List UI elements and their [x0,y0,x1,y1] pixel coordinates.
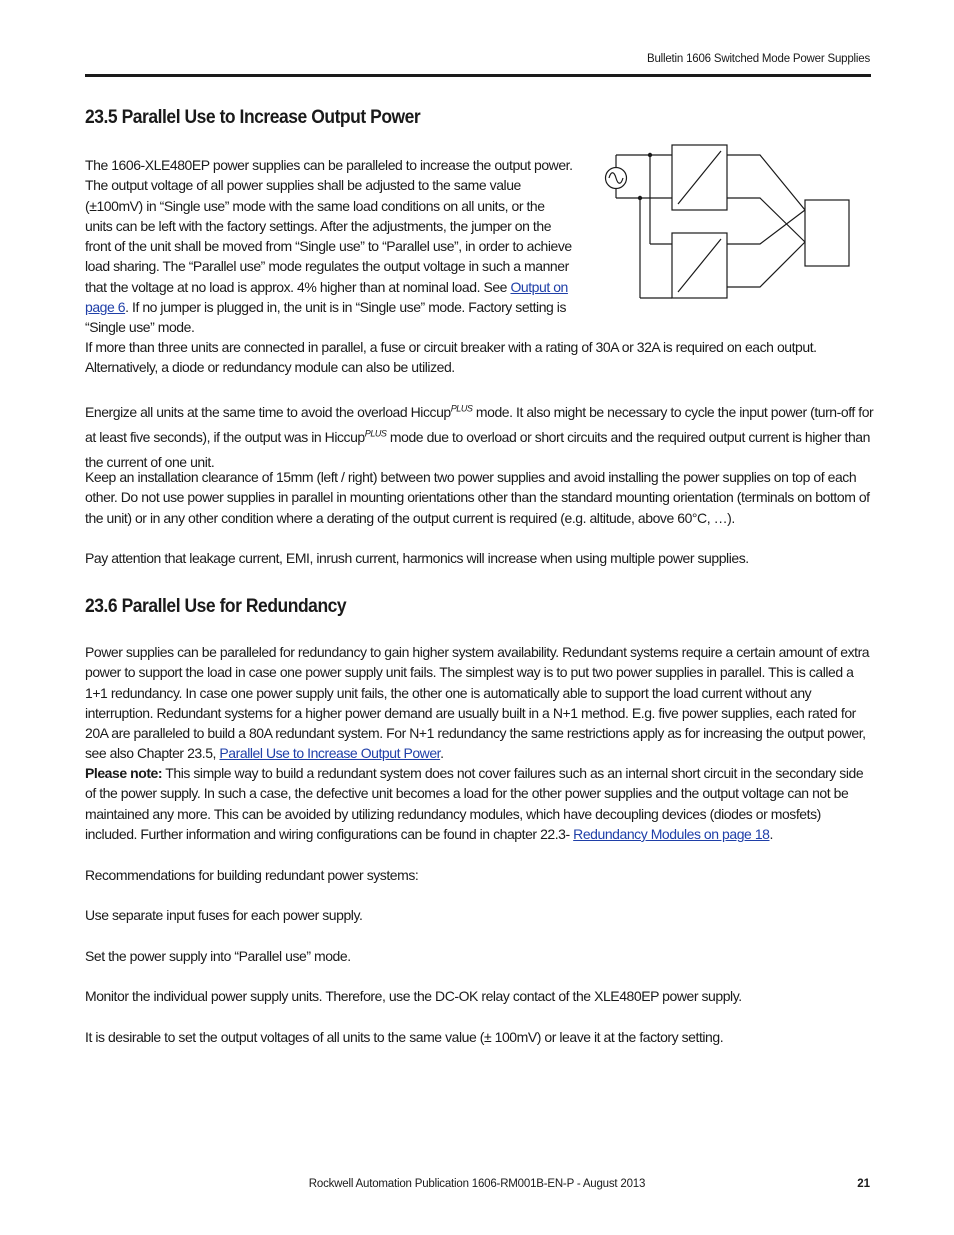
converter-symbol-icon [678,239,721,292]
paragraph-text: . [769,825,773,842]
redundancy-modules-link[interactable]: Redundancy Modules on page 18 [573,825,770,842]
plus-superscript: PLUS [450,403,473,414]
output-wire-2a [727,210,805,244]
load-box [805,200,849,266]
paragraph-text: . If no jumper is plugged in, the unit is in “Single use” mode. Factory setting is “Single use” mode. [85,299,567,336]
paragraph-monitor: Monitor the individual power supply units. Therefore, use the DC-OK relay contact of the XLE480EP power supply. [85,988,742,1004]
please-note-label: Please note: [85,765,163,781]
output-page-link[interactable]: Output on page 6 [85,278,568,316]
junction-dot [638,196,642,200]
paragraph-input-fuses: Use separate input fuses for each power supply. [85,907,363,923]
paragraph-hiccup [85,400,875,475]
section-heading-23-5: 23.5 Parallel Use to Increase Output Power [85,107,421,128]
paragraph-recommendations: Recommendations for building redundant power systems: [85,867,419,883]
header-rule [85,74,871,77]
page-number: 21 [857,1178,870,1190]
running-header: Bulletin 1606 Switched Mode Power Supplies [646,53,870,65]
paragraph-please-note [85,763,875,844]
paragraph-parallel-intro [85,155,575,338]
paragraph-text: Energize all units at the same time to avoid the overload Hiccup [85,404,451,420]
paragraph-text: This simple way to build a redundant system does not cover failures such as an internal short circuit in the secondary side of the power supply. In such a case, the defective unit becomes a load for the other power supplies and the output voltage can not be maintained any more. This can be avoided by utilizing redundancy modules, which have decoupling devices (diodes or mosfets) included. Further information and wiring configurations can be found in chapter 22.3- [85,765,864,842]
paragraph-text: The 1606-XLE480EP power supplies can be paralleled to increase the output power. The output voltage of all power supplies shall be adjusted to the same value (±100mV) in “Single use” mode with the same load conditions on all units, or the units can be left with the factory settings. After the adjustments, the jumper on the front of the unit shall be moved from “Single use” to “Parallel use”, in order to achieve load sharing. The “Parallel use” mode regulates the output voltage in such a manner that the voltage at no load is approx. 4% higher than at nominal load. See [85,157,573,295]
paragraph-text: mode due to overload or short circuits and the required output current is higher than the current of one unit. [85,429,870,470]
output-wire-2b [727,242,805,287]
footer-publication: Rockwell Automation Publication 1606-RM001B-EN-P - August 2013 [308,1178,646,1190]
paragraph-text: mode. It also might be necessary to cycle the input power (turn-off for at least five seconds), if the output was in Hiccup [85,404,874,445]
converter-symbol-icon [678,151,721,204]
paragraph-redundancy-intro [85,642,875,764]
parallel-use-link[interactable]: Parallel Use to Increase Output Power [219,745,441,762]
paragraph-installation-clearance: Keep an installation clearance of 15mm (left / right) between two power supplies and avoid installing the power supplies on top of each other. Do not use power supplies in parallel in mounting orientations other than the standard mounting orientation (terminals on bottom of the unit) or in any other condition where a derating of the output current is required (e.g. altitude, above 60°C, …). [85,469,870,526]
junction-dot [648,153,652,157]
paragraph-fuse-requirement: If more than three units are connected in parallel, a fuse or circuit breaker with a rating of 30A or 32A is required on each output. Alternatively, a diode or redundancy module can also be utilized. [85,339,817,376]
parallel-wiring-diagram [600,140,860,305]
output-wire-1b [727,198,805,242]
sine-wave-icon [609,173,623,184]
output-wire-1a [727,155,805,210]
paragraph-text: Power supplies can be paralleled for redundancy to gain higher system availability. Redundant systems require a certain amount of extra power to support the load in case one power supply unit fails. The simplest way is to put two power supplies in parallel. This is called a 1+1 redundancy. In case one power supply unit fails, the other one is automatically able to support the load current without any interruption. Redundant systems for a higher power demand are usually built in a N+1 method. E.g. five power supplies, each rated for 20A are paralleled to build a 80A redundant system. For N+1 redundancy the same restrictions apply as for increasing the output power, see also Chapter 23.5, [85,644,870,762]
paragraph-output-voltages: It is desirable to set the output voltages of all units to the same value (± 100mV) or leave it at the factory setting. [85,1029,724,1045]
paragraph-leakage: Pay attention that leakage current, EMI, inrush current, harmonics will increase when using multiple power supplies. [85,550,749,566]
plus-superscript: PLUS [364,428,387,439]
paragraph-text: . [440,745,444,762]
paragraph-parallel-mode: Set the power supply into “Parallel use” mode. [85,948,351,964]
section-heading-23-6: 23.6 Parallel Use for Redundancy [85,596,347,617]
